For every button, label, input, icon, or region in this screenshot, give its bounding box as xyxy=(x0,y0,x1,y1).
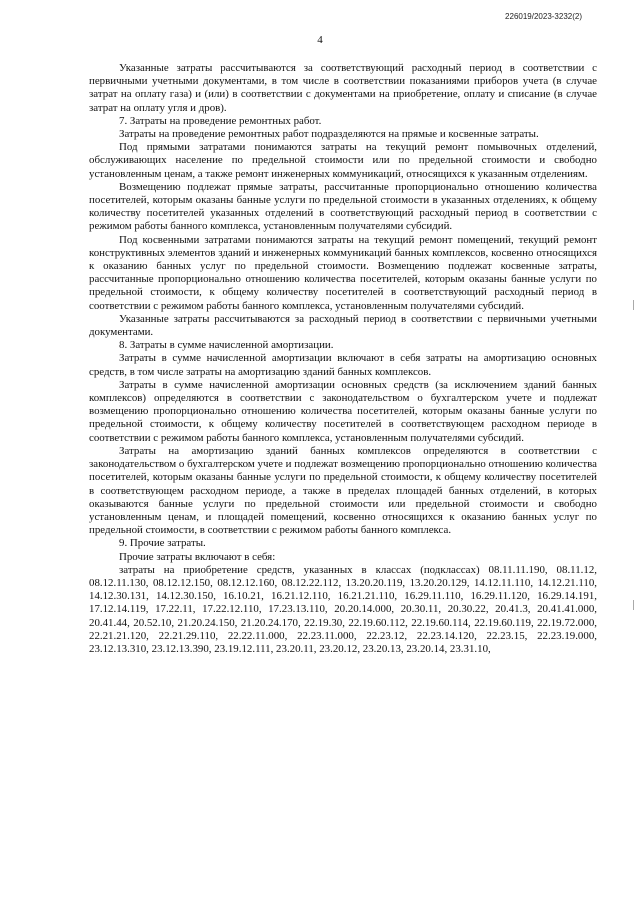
page-number: 4 xyxy=(317,34,323,46)
paragraph: Под прямыми затратами понимаются затраты на текущий ремонт помывочных отделений, обслуживающих население по предельной стоимости или по предельной стоимости и свободно установленным ценам, а также ремонт инженерных коммуникаций, относящихся к указанным отделениям. xyxy=(89,141,597,180)
paragraph: Возмещению подлежат прямые затраты, рассчитанные пропорционально отношению количества посетителей, которым оказаны банные услуги по предельной стоимости в указанных отделениях, к общему количеству посетителей указанных отделений в соответствующий расходный период в соответствии с режимом работы банного комплекса, установленным получателями субсидий. xyxy=(89,180,597,233)
document-body xyxy=(89,62,597,656)
paragraph: Указанные затраты рассчитываются за соответствующий расходный период в соответствии с первичными учетными документами, в том числе в соответствии показаниями приборов учета (в случае затрат на оплату газа) и (или) в соответствии с документами на приобретение, оплату и списание (в случае затрат на оплату угля и дров). xyxy=(89,62,597,114)
section-heading-8: 8. Затраты в сумме начисленной амортизации. xyxy=(119,339,334,352)
paragraph: Затраты на амортизацию зданий банных комплексов определяются в соответствии с законодательством о бухгалтерском учете и подлежат возмещению пропорционально отношению количества посетителей, которым оказаны банные услуги по предельной стоимости, к общему количеству посетителей в соответствующем расходном периоде, а также в пределах площадей банных отделений, в которых оказываются банные услуги по предельной стоимости или предельной стоимости и свободно установленным ценам, и площадей помещений, косвенно относящихся к оказанию банных услуг по предельной стоимости, в соответствии с режимом работы банного комплекса. xyxy=(89,444,597,537)
paragraph-class-codes: затраты на приобретение средств, указанных в классах (подклассах) 08.11.11.190, 08.11.12, 08.12.11.130, 08.12.12.150, 08.12.12.160, 08.12.22.112, 13.20.20.119, 13.20.20.129, 14.12.11.110, 14.12.21.110, 14.12.30.131, 14.12.30.150, 16.10.21, 16.21.12.110, 16.21.21.110, 16.29.11.110, 16.29.11.120, 16.29.14.191, 17.12.14.119, 17.22.11, 17.22.12.110, 17.23.13.110, 20.20.14.000, 20.30.11, 20.30.22, 20.41.3, 20.41.41.000, 20.41.44, 20.52.10, 21.20.24.150, 21.20.24.170, 22.19.30, 22.19.60.112, 22.19.60.114, 22.19.60.119, 22.19.72.000, 22.21.21.120, 22.21.29.110, 22.22.11.000, 22.23.11.000, 22.23.12, 22.23.14.120, 22.23.15, 22.23.19.000, 23.12.13.310, 23.12.13.390, 23.19.12.111, 23.20.11, 23.20.12, 23.20.13, 23.20.14, 23.31.10, xyxy=(89,563,597,655)
paragraph: Указанные затраты рассчитываются за расходный период в соответствии с первичными учетными документами. xyxy=(89,312,597,339)
section-heading-9: 9. Прочие затраты. xyxy=(119,537,206,550)
paragraph: Под косвенными затратами понимаются затраты на текущий ремонт помещений, текущий ремонт конструктивных элементов зданий и инженерных коммуникаций банных комплексов, косвенно относящихся к оказанию банных услуг по предельной стоимости. Возмещению подлежат косвенные затраты, рассчитанные пропорционально отношению количества посетителей, которым оказаны банные услуги по предельной стоимости, к общему количеству посетителей в соответствующий расходный период в соответствии с режимом работы банного комплекса, установленным получателями субсидий. xyxy=(89,233,597,312)
document-id: 226019/2023-3232(2) xyxy=(505,12,582,21)
paragraph: Затраты на проведение ремонтных работ подразделяются на прямые и косвенные затраты. xyxy=(119,128,539,141)
paragraph: Прочие затраты включают в себя: xyxy=(119,550,276,563)
scan-edge-mark xyxy=(633,600,634,610)
scan-edge-mark xyxy=(633,300,634,310)
section-heading-7: 7. Затраты на проведение ремонтных работ. xyxy=(119,114,322,127)
paragraph: Затраты в сумме начисленной амортизации включают в себя затраты на амортизацию основных средств, в том числе затраты на амортизацию зданий банных комплексов. xyxy=(89,352,597,378)
paragraph: Затраты в сумме начисленной амортизации основных средств (за исключением зданий банных комплексов) определяются в соответствии с законодательством о бухгалтерском учете и подлежат возмещению пропорционально отношению количества посетителей, которым оказаны банные услуги по предельной стоимости, к общему количеству посетителей в соответствующем расходном периоде в соответствии с режимом работы банного комплекса, установленным получателями субсидий. xyxy=(89,378,597,444)
